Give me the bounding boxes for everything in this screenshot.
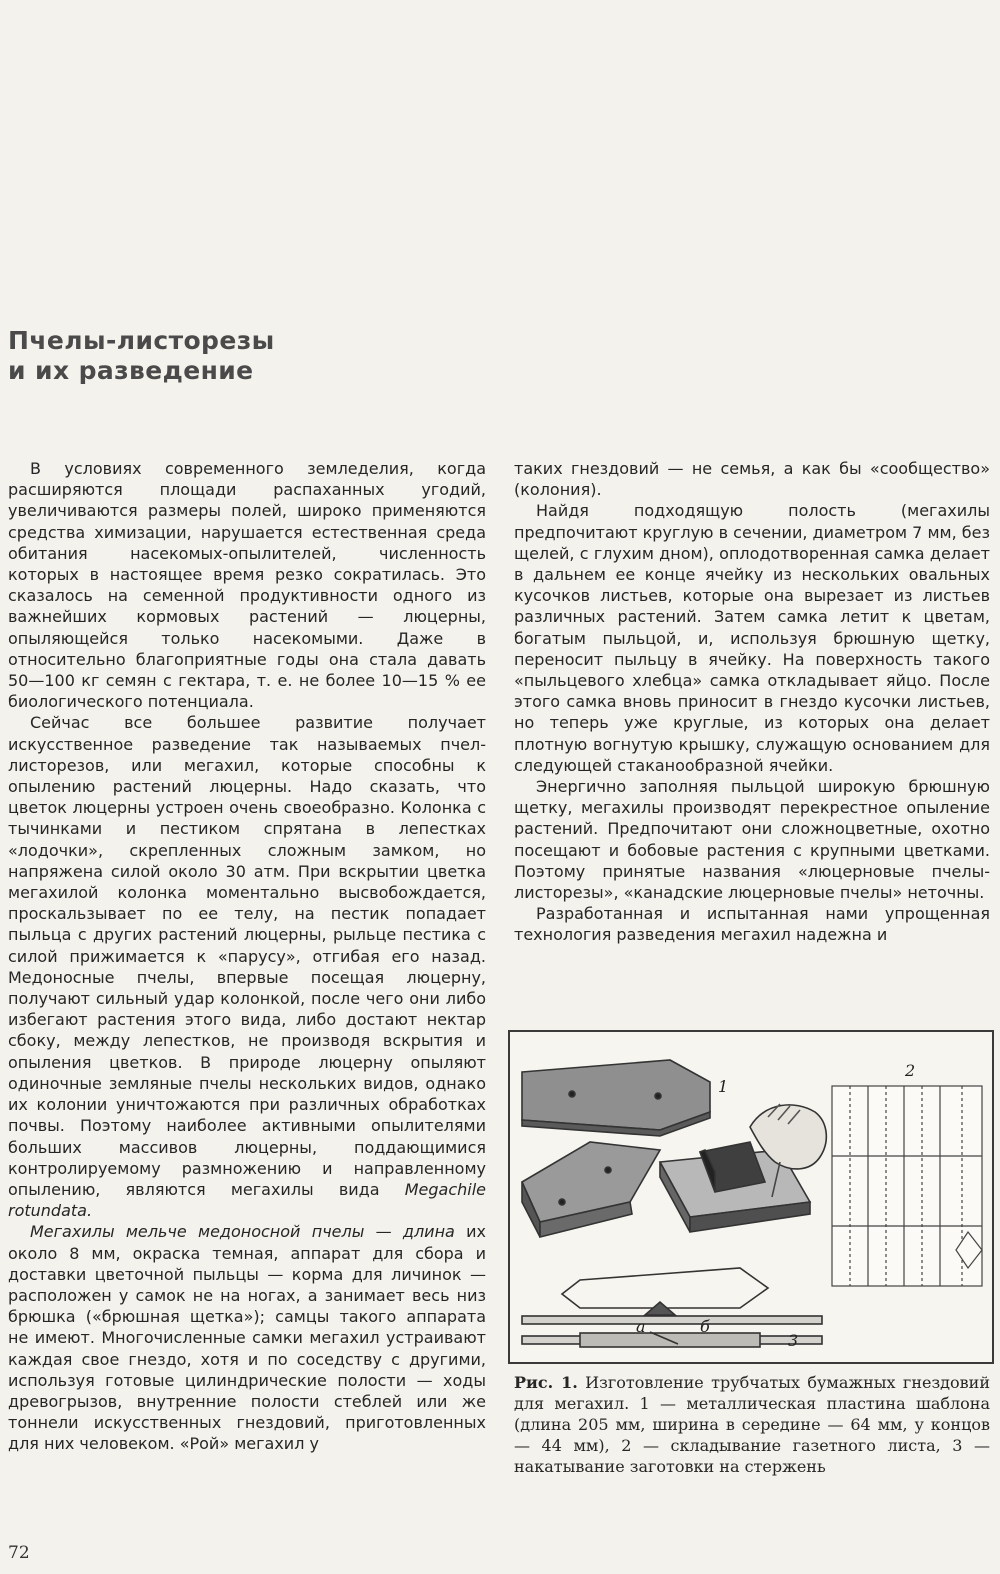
right-paragraph-3: Энергично заполняя пыльцой широкую брюшную щетку, мегахилы производят перекрестное опыление растений. Предпочитают они сложноцветные, охотно посещают и бобовые растения с крупными цветками. Поэтому принятые названия «люцерновые пчелы-листорезы», «канадские люцерновые пчелы» неточны. [514,777,990,903]
title-line-2: и их разведение [8,356,254,385]
label-a: а [636,1317,646,1336]
figure-illustration [510,1032,992,1362]
right-column [514,458,990,946]
caption-label: Рис. 1. [514,1373,578,1392]
left-paragraph-3-text: их около 8 мм, окраска темная, аппарат для сбора и доставки цветочной пыльцы — корма для личинок — расположен у самок не на ногах, а занимает весь низ брюшка («брюшная щетка»); самцы такого аппарата не имеют. Многочисленные самки мегахил устраивают каждая свое гнездо, хотя и по соседству с другими, используя готовые цилиндрические полости — ходы древогрызов, внутренние полости стеблей или же тоннели искусственных гнездовий, приготовленных для них человеком. «Рой» мегахил у [8,1222,486,1454]
left-column [8,458,486,1455]
page-number: 72 [8,1543,30,1563]
species-name: Megachile rotundata. [8,1179,486,1221]
title-line-1: Пчелы-листорезы [8,326,275,355]
newspaper-grid [832,1086,982,1286]
right-paragraph-1: таких гнездовий — не семья, а как бы «сообщество» (колония). [514,459,990,500]
figure-1 [508,1030,994,1364]
template-plate [522,1060,710,1130]
right-paragraph-2: Найдя подходящую полость (мегахилы предпочитают круглую в сечении, диаметром 7 мм, без щелей, с глухим дном), оплодотворенная самка делает в дальнем ее конце ячейку из нескольких овальных кусочков листьев, которые она вырезает из листьев различных растений. Затем самка летит к цветам, богатым пыльцой, и, используя брюшную щетку, переносит пыльцу в ячейку. На поверхность такого «пыльцевого хлебца» самка откладывает яйцо. После этого самка вновь приносит в гнездо кусочки листьев, но теперь уже круглые, из которых она делает плотную вогнутую крышку, служащую основанием для следующей стаканообразной ячейки. [514,501,990,775]
left-paragraph-3 [8,1221,486,1454]
figure-caption [514,1372,990,1477]
paper-blank [562,1268,768,1308]
left-paragraph-3-lead: Мегахилы мельче медоносной пчелы — длина [30,1222,455,1242]
label-3: 3 [788,1331,799,1350]
left-paragraph-1: В условиях современного земледелия, когда расширяются площади распаханных угодий, увеличиваются размеры полей, широко применяются средства химизации, нарушается естественная среда обитания насекомых-опылителей, численность которых в настоящее время резко сократилась. Это сказалось на семенной продуктивности одного из важнейших кормовых растений — люцерны, опыляющейся только насекомыми. Даже в относительно благоприятные годы она стала давать 50—100 кг семян с гектара, т. е. не более 10—15 % ее биологического потенциала. [8,459,486,712]
rod-upper [522,1316,822,1324]
left-paragraph-2-text: Сейчас все большее развитие получает искусственное разведение так называемых пчел-листорезов, или мегахил, которые способны к опылению растений люцерны. Надо сказать, что цветок люцерны устроен очень своеобразно. Колонка с тычинками и пестиком спрятана в лепестках «лодочки», скрепленных сложным замком, но напряжена силой около 30 атм. При вскрытии цветка мегахилой колонка моментально высвобождается, проскальзывает по ее телу, на пестик попадает пыльца с других растений люцерны, рыльце пестика с силой прижимается к «парусу», отгибая его назад. Медоносные пчелы, впервые посещая люцерну, получают сильный удар колонкой, после чего они либо избегают растения этого вида, либо достают нектар сбоку, между лепестков, не производя вскрытия и опыления цветков. В природе люцерну опыляют одиночные земляные пчелы нескольких видов, однако их колонии уничтожаются при различных обработках почвы. Поэтому наиболее активными опылителями больших массивов люцерны, поддающимися контролируемому размножению и направленному опылению, являются мегахилы вида [8,713,486,1199]
left-paragraph-2 [8,712,486,1221]
caption-text: Изготовление трубчатых бумажных гнездовий для мегахил. 1 — металлическая пластина шаблона (длина 205 мм, ширина в середине — 64 мм, у концов — 44 мм), 2 — складывание газетного листа, 3 — накатывание заготовки на стержень [514,1373,990,1476]
label-b: б [700,1317,710,1336]
label-1: 1 [718,1077,729,1096]
article-title [8,326,428,386]
label-2: 2 [905,1061,916,1080]
right-paragraph-4: Разработанная и испытанная нами упрощенная технология разведения мегахил надежна и [514,904,990,945]
